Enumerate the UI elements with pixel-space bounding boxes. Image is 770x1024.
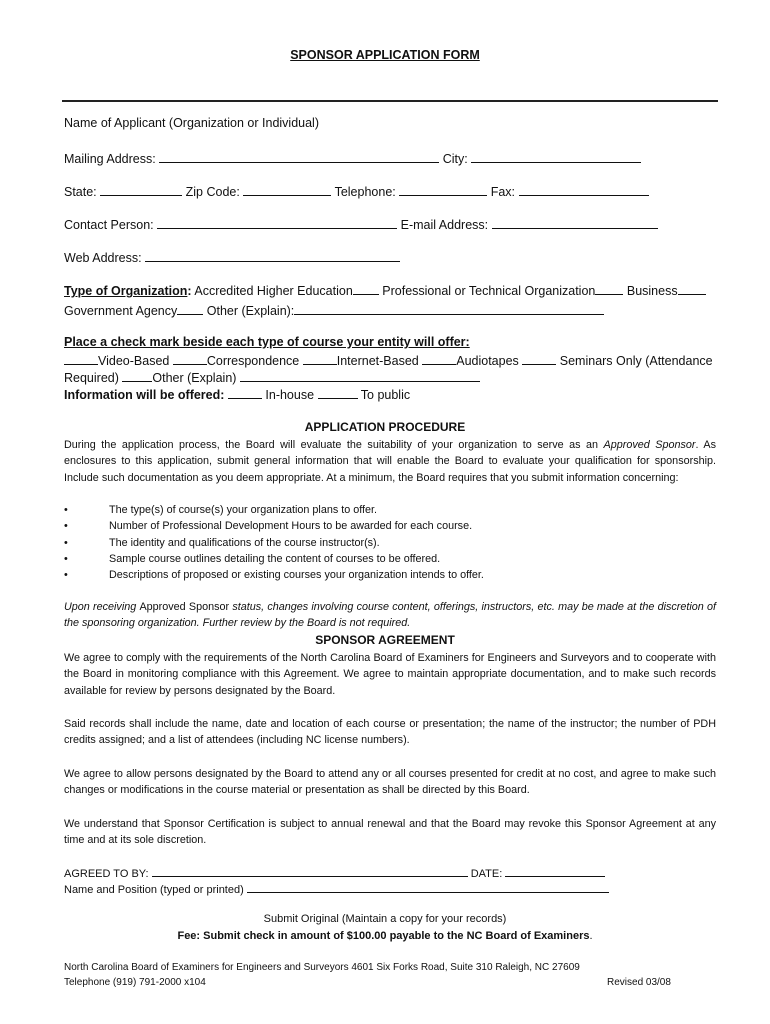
name-applicant-label: Name of Applicant (Organization or Individual): [64, 116, 319, 130]
state-row: [64, 183, 649, 199]
course-option-correspondence: Correspondence: [206, 354, 300, 368]
agreed-by-row: [64, 866, 605, 880]
info-check-inhouse[interactable]: [228, 386, 262, 399]
mailing-address-row: [64, 150, 641, 166]
date-field[interactable]: [505, 866, 605, 877]
course-option-audiotapes: Audiotapes: [456, 354, 519, 368]
org-check-higher-ed[interactable]: [353, 282, 379, 295]
list-item: • Number of Professional Development Hours to be awarded for each course.: [64, 520, 473, 533]
name-position-label: Name and Position (typed or printed): [64, 884, 244, 896]
info-option-inhouse: In-house: [265, 388, 315, 402]
info-offered-row: [64, 386, 410, 402]
course-type-heading: Place a check mark beside each type of course your entity will offer:: [64, 335, 470, 349]
procedure-heading: APPLICATION PROCEDURE: [304, 420, 466, 434]
info-option-public: To public: [360, 388, 411, 402]
agreed-by-label: AGREED TO BY:: [64, 868, 149, 880]
course-row-1: [64, 352, 713, 368]
org-option-other: Other (Explain):: [206, 304, 295, 318]
list-item: • Descriptions of proposed or existing courses your organization intends to offer.: [64, 569, 484, 582]
header-rule: [62, 100, 718, 102]
web-address-row: [64, 249, 400, 265]
contact-person-label: Contact Person:: [64, 218, 154, 232]
org-option-professional: Professional or Technical Organization: [382, 284, 596, 298]
agreement-paragraph-3: We agree to allow persons designated by the Board to attend any or all courses presented for credit at no cost, and agree to make such changes or modifications in the course material or presentation as shall be directed by this Board.: [64, 768, 716, 797]
agreement-paragraph-2: Said records shall include the name, date and location of each course or presentation; the name of the instructor; the number of PDH credits assigned; and a list of attendees (including NC license numbers).: [64, 718, 716, 747]
info-offered-label: Information will be offered:: [64, 388, 225, 402]
footer-phone: Telephone (919) 791-2000 x104: [64, 977, 206, 988]
date-label: DATE:: [470, 868, 503, 880]
org-other-explain-field[interactable]: [294, 302, 604, 315]
fax-field[interactable]: [519, 183, 649, 196]
organization-row-2: [64, 302, 604, 318]
state-label: State:: [64, 185, 97, 199]
org-check-professional[interactable]: [595, 282, 623, 295]
zip-label: Zip Code:: [185, 185, 240, 199]
organization-row-1: Type of Organization: Accredited Higher Education Professional or Technical Organization Business: [64, 282, 706, 298]
city-label: City:: [442, 152, 468, 166]
list-item: • Sample course outlines detailing the content of courses to be offered.: [64, 552, 441, 565]
footer-address: North Carolina Board of Examiners for Engineers and Surveyors 4601 Six Forks Road, Suite 310 Raleigh, NC 27609: [64, 962, 580, 973]
mailing-address-label: Mailing Address:: [64, 152, 156, 166]
course-option-seminars: Seminars Only (Attendance: [559, 354, 713, 368]
contact-person-field[interactable]: [157, 216, 397, 229]
footer-revised: Revised 03/08: [607, 977, 671, 988]
list-item: • The type(s) of course(s) your organization plans to offer.: [64, 504, 378, 516]
course-check-other[interactable]: [122, 369, 152, 382]
list-item: • The identity and qualifications of the course instructor(s).: [64, 536, 380, 549]
fax-label: Fax:: [490, 185, 516, 199]
web-address-field[interactable]: [145, 249, 400, 262]
course-row-2: [64, 369, 480, 385]
course-option-internet: Internet-Based: [336, 354, 419, 368]
course-option-other: Other (Explain): [152, 371, 237, 385]
email-field[interactable]: [492, 216, 658, 229]
org-option-business: Business: [626, 284, 678, 298]
fee-note: Fee: Submit check in amount of $100.00 payable to the NC Board of Examiners.: [177, 930, 593, 942]
procedure-intro: During the application process, the Board will evaluate the suitability of your organization to serve as an Approved Sponsor. As enclosures to this application, submit general information that will enable the Board to evaluate your qualification for sponsorship. Include such documentation as you deem appropriate. At a minimum, the Board requires that you submit information concerning:: [64, 439, 717, 484]
organization-type-label: Type of Organization: [64, 284, 188, 298]
agreement-heading: SPONSOR AGREEMENT: [315, 633, 455, 647]
submit-original-note: Submit Original (Maintain a copy for your records): [263, 913, 507, 925]
course-option-seminars-cont: Required): [64, 371, 119, 385]
zip-field[interactable]: [243, 183, 331, 196]
city-field[interactable]: [471, 150, 641, 163]
name-position-field[interactable]: [247, 882, 609, 893]
name-position-row: [64, 882, 609, 896]
org-check-business[interactable]: [678, 282, 706, 295]
state-field[interactable]: [100, 183, 182, 196]
agreement-paragraph-4: We understand that Sponsor Certification is subject to annual renewal and that the Board may revoke this Sponsor Agreement at any time and at its sole discretion.: [64, 818, 716, 847]
procedure-note: Upon receiving Approved Sponsor status, changes involving course content, offerings, instructors, etc. may be made at the discretion of the sponsoring organization. Further review by the Board is not required.: [64, 601, 716, 630]
org-option-government: Government Agency: [64, 304, 178, 318]
telephone-label: Telephone:: [334, 185, 396, 199]
mailing-address-field[interactable]: [159, 150, 439, 163]
course-check-audiotapes[interactable]: [422, 352, 456, 365]
course-other-explain-field[interactable]: [240, 369, 480, 382]
procedure-bullet-list: [64, 502, 714, 583]
telephone-field[interactable]: [399, 183, 487, 196]
course-check-seminars[interactable]: [522, 352, 556, 365]
org-check-government[interactable]: [177, 302, 203, 315]
email-label: E-mail Address:: [400, 218, 489, 232]
course-check-video[interactable]: [64, 352, 98, 365]
form-title: SPONSOR APPLICATION FORM: [290, 48, 480, 62]
agreement-paragraph-1: We agree to comply with the requirements of the North Carolina Board of Examiners for Engineers and Surveyors and to cooperate with the Board in monitoring compliance with this Agreement. We agree to maintain appropriate documentation, and to make such records available for review by persons designated by the Board.: [64, 652, 716, 697]
course-check-internet[interactable]: [303, 352, 337, 365]
contact-row: [64, 216, 658, 232]
course-check-correspondence[interactable]: [173, 352, 207, 365]
web-address-label: Web Address:: [64, 251, 142, 265]
agreed-by-field[interactable]: [152, 866, 468, 877]
org-option-higher-ed: Accredited Higher Education: [194, 284, 353, 298]
info-check-public[interactable]: [318, 386, 358, 399]
course-option-video: Video-Based: [98, 354, 170, 368]
